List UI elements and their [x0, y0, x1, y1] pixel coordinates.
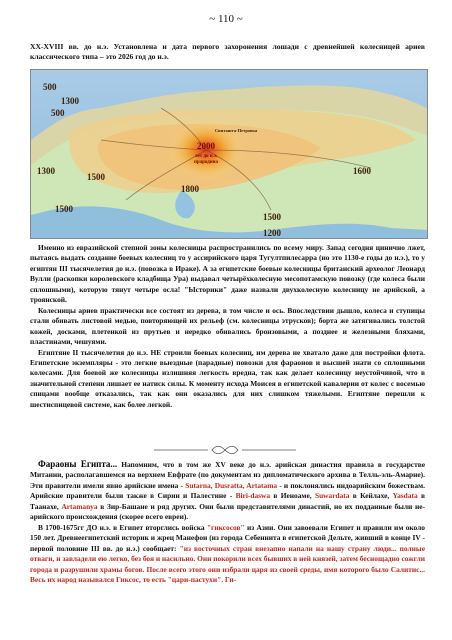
hyksos-term: "гиксосов" — [206, 522, 245, 532]
label-500-top: 500 — [43, 82, 57, 92]
homeland-top-note: Синташта-Петровка — [214, 128, 258, 133]
homeland-year: 2000 — [197, 141, 215, 151]
text-run-1: Напомним, что в том же XV веке до н.э. арийская династия правила в государстве Митанни, располагавшемся на верхнем Евфрате (по документам из дипломатического архива в Телль-эль-Амарне). Эти правители имели явно арийские имена - — [30, 460, 425, 490]
aryan-names-mitanni: Sutarna, Dusratta, Artatama — [185, 480, 278, 490]
text-run-5: в Таанахе, — [30, 491, 425, 511]
manetho-quote: "из восточных стран внезапно напали на нашу страну люди... полные отваги, и завладели ею легко, без боя и насильно. Они покорили всех бывших в ней князей, затем беснощадно сожгли города и разрушили храмы богов. После всего этого они избрали царя из своей среды, имя которого было Салитис... Весь их народ назывался Гиксос, то есть "цари-пастухи". Ги- — [30, 543, 425, 584]
label-1800: 1800 — [181, 184, 199, 194]
label-1500-left: 1500 — [87, 172, 105, 182]
pharaohs-paragraph-2 — [30, 523, 425, 586]
text-run-3: в Иеноаме, — [270, 491, 315, 501]
label-1500-south: 1500 — [263, 212, 281, 222]
ornament-divider — [150, 444, 300, 456]
label-500-left: 500 — [51, 108, 65, 118]
name-yasdata: Yasdata — [392, 491, 418, 501]
text-run-6: в Зир-Башане и ряд других. Они были представителями династий, но их подданные были не-арийского происхождения (скорее всего евреи). — [30, 501, 426, 522]
label-1600: 1600 — [353, 166, 371, 176]
map-figure — [30, 69, 428, 239]
main-text-block — [30, 243, 425, 410]
homeland-sub2: прародина — [193, 160, 219, 165]
label-1500-bottom-left: 1500 — [55, 204, 73, 214]
paragraph-2: Колесницы ариев практически все состоят из дерева, в том числе и ось. Впоследствии дышло, колеса и ступицы стали обивать листовой медью, повторяющей их рельеф (см. колесницы этрусков); борта же затягивались толстой кожей, досками, плетенкой из прутьев и нередко обивались бронзовыми, а позднее и железными бляхами, пластинами, чешуями. — [30, 305, 425, 347]
name-suwardata: Suwardata — [314, 491, 350, 501]
paragraph-1: Именно из евразийской степной зоны колесницы распространились по всему миру. Запад сегодня цинично лжет, пытаясь выдать создание боевых колесниц то у ассирийского царя Тугултпилесарра (но это 1130-е годы до н.э.), то у египтян III тысячелетия до н.э. (повозка в Ираке). А за египетские боевые колесницы британский археолог Леонард Вулли (раскопки королевского кладбища Ура) выдавал четырёхколесную месопотамскую повозку (где колеса были сплошными), которую тянут четыре осла! "Ысторики" даже назвали двухколесную колесницу не арийской, а троянской. — [30, 243, 425, 305]
homeland-sub1: лет до н.э. — [194, 154, 218, 159]
label-1300-top: 1300 — [61, 96, 79, 106]
text-run-7: В 1700-1675гг ДО н.э. в Египет вторглись войска — [38, 522, 207, 532]
label-1300-left: 1300 — [37, 166, 55, 176]
map-caption: XX-XVIII вв. до н.э. Установлена и дата первого захоронения лошади с древнейшей колесницей ариев классического типа – это 2026 год до н.э. — [30, 42, 425, 62]
chariot-spread-map — [31, 70, 428, 239]
name-artamanya: Artamanya — [61, 501, 98, 511]
name-biri-daswa: Biri-daswa — [235, 491, 271, 501]
page-number: ~ 110 ~ — [209, 13, 243, 25]
text-run-8: из Азии. Они завоевали Египет и правили им около 150 лет. Древнеегипетский историк и жрец Манефон (из города Себеннита в египетской Дельте, живший в конце IV - первой половине III вв. до н.э.) сообщает: — [30, 522, 426, 553]
text-run-2: - и поклонялись индоарийским божествам. Арийские правители были также в Сирии и Палестине - — [30, 480, 425, 501]
pharaohs-paragraph-1 — [30, 459, 425, 523]
section-heading: Фараоны Египта... — [38, 459, 118, 469]
text-run-4: в Кейлахе, — [349, 491, 393, 501]
pharaohs-section — [30, 459, 425, 585]
paragraph-3: Египтяне II тысячелетия до н.э. НЕ строили боевых колесниц, им дерева не хватало даже для постройки флота. Египетские экземпляры - это легкие выездные (парадные) повозки для фараонов и высшей знати со сплошными колесами. Для боевой же колесницы излишняя легкость вредна, так как делает колесницу неустойчивой, что в значительной степени лишает ее натиск силы. К моменту исхода Моисея в египетской кавалерии от колес с восемью спицами вообще отказались, так как они оказались для них слишком тяжелыми. Египтяне перешли к шестиспицевой системе, как более легкой. — [30, 347, 425, 409]
label-1200: 1200 — [263, 228, 281, 238]
